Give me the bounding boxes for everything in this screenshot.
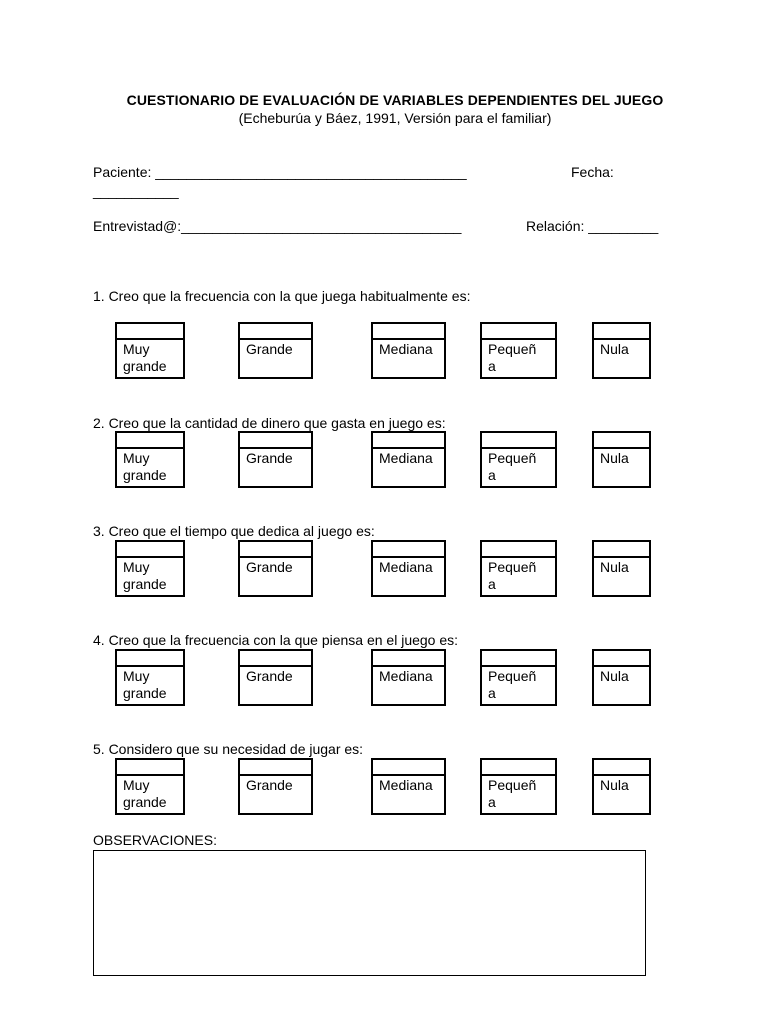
- option-label: Grande: [246, 777, 293, 793]
- option-muy-grande: [115, 558, 185, 597]
- option-label: Nula: [600, 450, 629, 466]
- observations-label: OBSERVACIONES:: [93, 832, 217, 848]
- option-pequena: [480, 558, 557, 597]
- option-pequena: [480, 667, 557, 706]
- option-mediana: [371, 558, 446, 597]
- answer-row-5: [0, 758, 768, 816]
- answer-row-3: [0, 540, 768, 598]
- checkbox-muy-grande[interactable]: [115, 649, 185, 667]
- checkbox-mediana[interactable]: [371, 649, 446, 667]
- option-label: Pequeñ: [488, 341, 537, 357]
- checkbox-mediana[interactable]: [371, 431, 446, 449]
- option-grande: [238, 340, 313, 379]
- checkbox-nula[interactable]: [592, 322, 651, 340]
- option-label: Muy: [123, 668, 150, 684]
- question-4: 4. Creo que la frecuencia con la que piensa en el juego es:: [93, 632, 459, 648]
- option-label-2: a: [488, 794, 496, 810]
- option-label: Mediana: [379, 559, 433, 575]
- option-mediana: [371, 776, 446, 815]
- interviewee-field[interactable]: Entrevistad@:____________________________________: [93, 218, 462, 234]
- option-grande: [238, 558, 313, 597]
- option-label: Pequeñ: [488, 559, 537, 575]
- option-muy-grande: [115, 776, 185, 815]
- option-pequena: [480, 776, 557, 815]
- option-label: Nula: [600, 777, 629, 793]
- question-1: 1. Creo que la frecuencia con la que juega habitualmente es:: [93, 288, 471, 304]
- option-label-2: grande: [123, 576, 167, 592]
- checkbox-pequena[interactable]: [480, 431, 557, 449]
- option-label: Mediana: [379, 341, 433, 357]
- option-label: Mediana: [379, 450, 433, 466]
- option-muy-grande: [115, 340, 185, 379]
- option-label: Pequeñ: [488, 777, 537, 793]
- checkbox-grande[interactable]: [238, 322, 313, 340]
- option-muy-grande: [115, 667, 185, 706]
- option-nula: [592, 340, 651, 379]
- checkbox-nula[interactable]: [592, 540, 651, 558]
- answer-row-4: [0, 649, 768, 707]
- option-grande: [238, 449, 313, 488]
- option-label: Mediana: [379, 668, 433, 684]
- option-label: Nula: [600, 668, 629, 684]
- option-label: Grande: [246, 450, 293, 466]
- checkbox-nula[interactable]: [592, 758, 651, 776]
- checkbox-muy-grande[interactable]: [115, 540, 185, 558]
- checkbox-grande[interactable]: [238, 431, 313, 449]
- checkbox-muy-grande[interactable]: [115, 322, 185, 340]
- question-2: 2. Creo que la cantidad de dinero que gasta en juego es:: [93, 415, 446, 431]
- patient-field[interactable]: Paciente: ________________________________________: [93, 164, 467, 180]
- checkbox-pequena[interactable]: [480, 758, 557, 776]
- checkbox-grande[interactable]: [238, 540, 313, 558]
- checkbox-nula[interactable]: [592, 649, 651, 667]
- checkbox-mediana[interactable]: [371, 322, 446, 340]
- checkbox-muy-grande[interactable]: [115, 431, 185, 449]
- option-label: Grande: [246, 559, 293, 575]
- option-nula: [592, 449, 651, 488]
- document-subtitle: (Echeburúa y Báez, 1991, Versión para el familiar): [238, 110, 552, 126]
- option-label: Nula: [600, 341, 629, 357]
- option-label-2: a: [488, 685, 496, 701]
- option-mediana: [371, 449, 446, 488]
- option-label-2: grande: [123, 358, 167, 374]
- option-label-2: a: [488, 358, 496, 374]
- date-label: Fecha:: [571, 164, 614, 180]
- option-pequena: [480, 340, 557, 379]
- option-label: Muy: [123, 777, 150, 793]
- option-label: Muy: [123, 559, 150, 575]
- option-nula: [592, 667, 651, 706]
- checkbox-mediana[interactable]: [371, 540, 446, 558]
- option-nula: [592, 558, 651, 597]
- option-label-2: a: [488, 576, 496, 592]
- document-title: CUESTIONARIO DE EVALUACIÓN DE VARIABLES DEPENDIENTES DEL JUEGO: [126, 92, 664, 108]
- checkbox-muy-grande[interactable]: [115, 758, 185, 776]
- relation-field[interactable]: Relación: _________: [526, 218, 659, 234]
- option-mediana: [371, 340, 446, 379]
- option-grande: [238, 667, 313, 706]
- option-mediana: [371, 667, 446, 706]
- option-grande: [238, 776, 313, 815]
- answer-row-2: [0, 431, 768, 489]
- option-pequena: [480, 449, 557, 488]
- checkbox-grande[interactable]: [238, 758, 313, 776]
- option-label-2: grande: [123, 685, 167, 701]
- checkbox-nula[interactable]: [592, 431, 651, 449]
- answer-row-1: [0, 322, 768, 380]
- option-label: Grande: [246, 341, 293, 357]
- option-label: Pequeñ: [488, 450, 537, 466]
- checkbox-mediana[interactable]: [371, 758, 446, 776]
- option-muy-grande: [115, 449, 185, 488]
- option-label: Grande: [246, 668, 293, 684]
- option-label: Muy: [123, 341, 150, 357]
- option-nula: [592, 776, 651, 815]
- option-label-2: grande: [123, 467, 167, 483]
- option-label-2: a: [488, 467, 496, 483]
- option-label: Pequeñ: [488, 668, 537, 684]
- checkbox-pequena[interactable]: [480, 540, 557, 558]
- checkbox-pequena[interactable]: [480, 322, 557, 340]
- checkbox-pequena[interactable]: [480, 649, 557, 667]
- question-3: 3. Creo que el tiempo que dedica al juego es:: [93, 523, 375, 539]
- date-field[interactable]: ___________: [93, 183, 179, 199]
- option-label: Nula: [600, 559, 629, 575]
- question-5: 5. Considero que su necesidad de jugar es:: [93, 741, 364, 757]
- option-label-2: grande: [123, 794, 167, 810]
- checkbox-grande[interactable]: [238, 649, 313, 667]
- option-label: Muy: [123, 450, 150, 466]
- observations-box[interactable]: [93, 850, 646, 976]
- option-label: Mediana: [379, 777, 433, 793]
